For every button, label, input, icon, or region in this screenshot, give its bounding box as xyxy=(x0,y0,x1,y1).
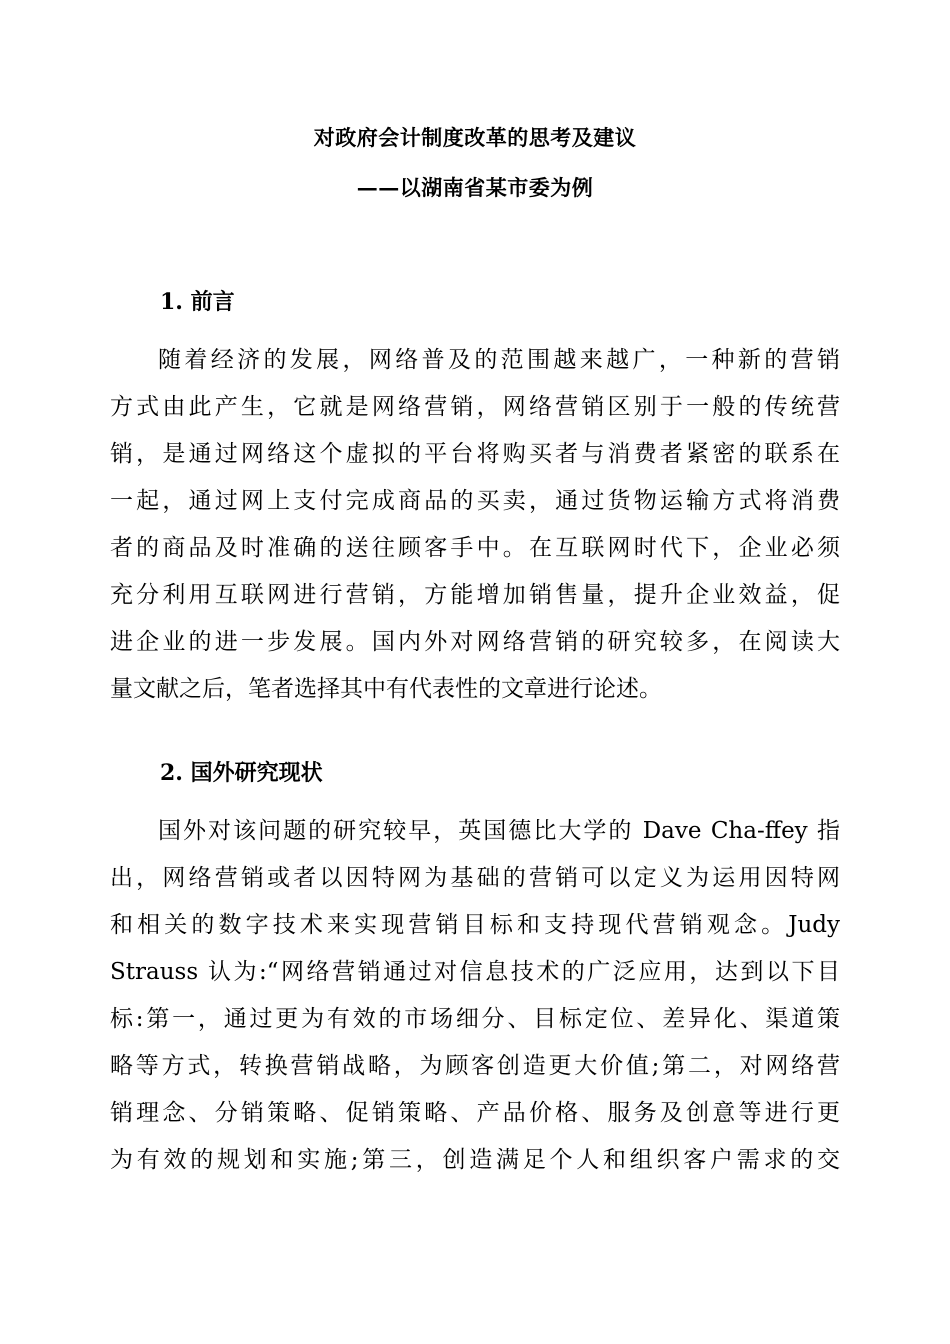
paragraph-line: 随着经济的发展，网络普及的范围越来越广，一种新的营销 xyxy=(158,347,840,373)
paragraph-line: 充分利用互联网进行营销，方能增加销售量，提升企业效益，促 xyxy=(110,582,840,608)
paragraph-line: 为有效的规划和实施;第三，创造满足个人和组织客户需求的交 xyxy=(110,1147,840,1173)
paragraph-line: 量文献之后，笔者选择其中有代表性的文章进行论述。 xyxy=(110,676,662,702)
section-heading-foreign-research: 2. 国外研究现状 xyxy=(160,760,323,786)
paragraph-line: 出，网络营销或者以因特网为基础的营销可以定义为运用因特网 xyxy=(110,865,840,891)
section-paragraph-preface xyxy=(110,337,840,713)
paragraph-line: 和相关的数字技术来实现营销目标和支持现代营销观念。Judy xyxy=(110,912,840,938)
document-subtitle: ——以湖南省某市委为例 xyxy=(356,175,594,200)
paragraph-line: 销，是通过网络这个虚拟的平台将购买者与消费者紧密的联系在 xyxy=(110,441,840,467)
paragraph-line: 标:第一，通过更为有效的市场细分、目标定位、差异化、渠道策 xyxy=(110,1006,840,1032)
paragraph-line: 略等方式，转换营销战略，为顾客创造更大价值;第二，对网络营 xyxy=(110,1053,840,1079)
paragraph-line: 一起，通过网上支付完成商品的买卖，通过货物运输方式将消费 xyxy=(110,488,840,514)
paragraph-line: 销理念、分销策略、促销策略、产品价格、服务及创意等进行更 xyxy=(110,1100,840,1126)
paragraph-line: 方式由此产生，它就是网络营销，网络营销区别于一般的传统营 xyxy=(110,394,840,420)
paragraph-line: 国外对该问题的研究较早，英国德比大学的 Dave Cha-ffey 指 xyxy=(158,818,840,844)
document-title: 对政府会计制度改革的思考及建议 xyxy=(313,125,637,150)
section-heading-preface: 1. 前言 xyxy=(160,289,235,315)
paragraph-line: 进企业的进一步发展。国内外对网络营销的研究较多，在阅读大 xyxy=(110,629,840,655)
section-paragraph-foreign-research xyxy=(110,808,840,1184)
paragraph-line: 者的商品及时准确的送往顾客手中。在互联网时代下，企业必须 xyxy=(110,535,840,561)
paragraph-line: Strauss 认为:“网络营销通过对信息技术的广泛应用，达到以下目 xyxy=(110,959,840,985)
